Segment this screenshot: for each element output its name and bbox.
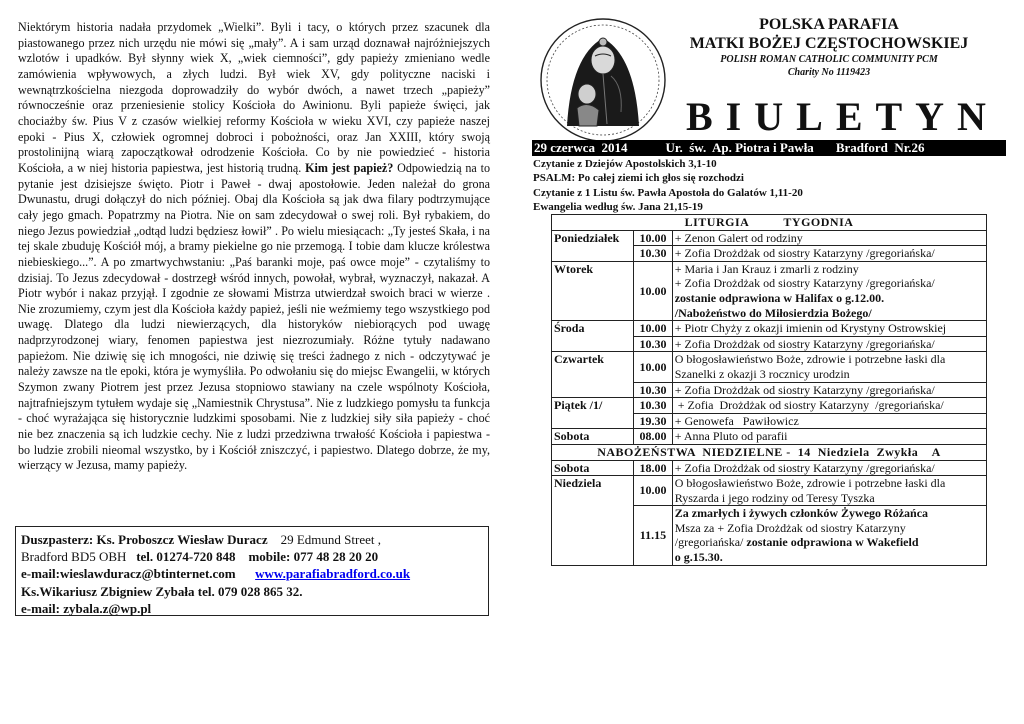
- parish-website-link[interactable]: www.parafiabradford.co.uk: [255, 566, 411, 582]
- readings-list: [533, 157, 1007, 215]
- sunday-services-header: NABOŻEŃSTWA NIEDZIELNE - 14 Niedziela Zwykła A: [552, 444, 987, 460]
- pastor-email[interactable]: e-mail:wieslawduracz@btinternet.com: [21, 566, 236, 582]
- mass-time: 10.00: [634, 261, 673, 320]
- essay-column: [18, 20, 490, 474]
- vicar-line: Ks.Wikariusz Zbigniew Zybała tel. 079 028 865 32.: [21, 583, 303, 599]
- reading-2: Czytanie z 1 Listu św. Pawła Apostoła do Galatów 1,11-20: [533, 186, 803, 199]
- mass-intention: + Piotr Chyży z okazji imienin od Krystyny Ostrowskiej: [672, 321, 986, 337]
- pastor-line-1: Duszpasterz: Ks. Proboszcz Wiesław Duracz 29 Edmund Street ,: [21, 532, 381, 547]
- mass-time: 08.00: [634, 429, 673, 445]
- mass-intention: + Genowefa Pawiłowicz: [672, 413, 986, 429]
- pastor-line-2: Bradford BD5 OBH tel. 01274-720 848 mobile: 077 48 28 20 20: [21, 549, 379, 565]
- feast-name: Ur. św. Ap. Piotra i Pawła: [665, 140, 814, 155]
- mass-time: 10.30: [634, 382, 673, 398]
- mass-intention: + Zofia Drożdżak od siostry Katarzyny /gregoriańska/: [672, 246, 986, 262]
- table-row: [552, 398, 987, 414]
- bulletin-title: BIULETYN: [686, 94, 999, 139]
- issue-number: Bradford Nr.26: [835, 140, 925, 155]
- mass-time: 10.30: [634, 398, 673, 414]
- day-label: Czwartek: [552, 352, 634, 398]
- day-label: Sobota: [552, 460, 634, 476]
- day-label: Poniedziałek: [552, 230, 634, 261]
- mass-intention: Za zmarłych i żywych członków Żywego Różańca Msza za + Zofia Drożdżak od siostry Katarzyny /gregoriańska/ zostanie odprawiona w Wakefield o g.15.30.: [672, 506, 986, 565]
- parish-name-line-2: MATKI BOŻEJ CZĘSTOCHOWSKIEJ: [689, 35, 969, 52]
- mass-time: 10.00: [634, 352, 673, 382]
- table-row: [552, 230, 987, 246]
- mass-time: 19.30: [634, 413, 673, 429]
- mass-time: 10.30: [634, 336, 673, 352]
- mass-time: 11.15: [634, 506, 673, 565]
- liturgy-schedule-table: [551, 214, 987, 566]
- day-label: Środa: [552, 321, 634, 352]
- essay-text: [18, 20, 490, 474]
- day-label: Niedziela: [552, 476, 634, 566]
- reading-1: Czytanie z Dziejów Apostolskich 3,1-10: [533, 158, 717, 170]
- mass-intention: + Maria i Jan Krauz i zmarli z rodziny + Zofia Drożdżak od siostry Katarzyny /gregoriańska/ zostanie odprawiona w Halifax o g.12.00. /Nabożeństwo do Miłosierdzia Bożego/: [672, 261, 986, 320]
- mass-intention: + Zofia Drożdżak od siostry Katarzyny /gregoriańska/: [672, 460, 986, 476]
- table-row: [552, 429, 987, 445]
- bulletin-date: 29 czerwca 2014: [534, 140, 628, 155]
- table-row: [552, 352, 987, 382]
- mass-intention: O błogosławieństwo Boże, zdrowie i potrzebne łaski dla Ryszarda i jego rodziny od Teresy Tyszka: [672, 476, 986, 506]
- table-header-row: [552, 444, 987, 460]
- mass-time: 10.00: [634, 476, 673, 506]
- reading-gospel: Ewangelia według św. Jana 21,15-19: [533, 201, 703, 214]
- day-label: Wtorek: [552, 261, 634, 320]
- mass-intention: + Zofia Drożdżak od siostry Katarzyny /gregoriańska/: [672, 336, 986, 352]
- table-row: [552, 321, 987, 337]
- mass-intention: + Anna Pluto od parafii: [672, 429, 986, 445]
- community-name: POLISH ROMAN CATHOLIC COMMUNITY PCM: [720, 54, 938, 65]
- table-header-row: [552, 215, 987, 231]
- mass-intention: + Zofia Drożdżak od siostry Katarzyny /gregoriańska/: [672, 398, 986, 414]
- table-row: [552, 460, 987, 476]
- mass-intention: + Zofia Drożdżak od siostry Katarzyny /gregoriańska/: [672, 382, 986, 398]
- schedule-header: LITURGIA TYGODNIA: [552, 215, 987, 231]
- mass-time: 10.30: [634, 246, 673, 262]
- pastor-contact-box: [15, 526, 489, 616]
- essay-paragraph-2: Odpowiedzią na to pytanie jest dzisiejsze święto. Piotr i Paweł - dwaj apostołowie. Jeden należał do grona Dwunastu, drugi dołączył do nich później. Obaj dla Kościoła są jak dwa filary podtrzymujące cały jego gmach. Popatrzmy na Piotra. Nie on sam zdecydował o swej roli. Był rybakiem, do niego Jezus powiedział „odtąd ludzi będziesz łowił” . Po wielu miesiącach: „Ty jesteś Skała, i na tej skale zbuduję Kościół mój, a bramy piekielne go nie przemogą. I tobie dam klucze królestwa niebieskiego...”. A po zmartwychwstaniu: „Paś baranki moje, paś owce moje” - czytaliśmy to dzisiaj. To Jezus zdecydował - dostrzegł wśród innych, powołał, wybrał, wyznaczył, nakazał. A Piotr wybór i nakaz przyjął. I zgodnie ze słowami Mistrza utwierdzał swoich braci w wierze . Nie zrozumiemy, czym jest dla Kościoła każdy papież, jeśli nie weźmiemy tego wszystkiego pod uwagę. Dlatego dla ludzi niewierzących, dla historyków niebiorących pod uwagę nadprzyrodzonej wiary, fenomen papiestwa jest niezrozumiały. Różne tytuły nadawano papieżom. Nie dziwię się ich mnogości, nie dziwię się treści żadnego z nich - odczytywać je należy zawsze na tle epoki, która je wymyśliła. Po odwołaniu się do miejsc Ewangelii, w których Szymon zwany Piotrem jest przez Jezusa stopniowo stawiany na czele wspólnoty Kościoła, najtrafniejszym tytułem wydaje się „Namiestnik Chrystusa”. Nie z ludzkiego pomysłu ta funkcja - choć wyrażająca się historycznie ludzkimi sposobami. Nie z ludzkiej siły siła papieży - choć nie bez znaczenia są ich ludzkie cechy. Nie z ludzi przedziwna trwałość Kościoła i papiestwa - bo ludzie zrobili nieomal wszystko, by i Kościół zniszczyć, i papiestwo. Dlatego dobrze, że my, wierzący w Jezusa, mamy papieży.: [18, 160, 490, 473]
- charity-number: Charity No 1119423: [787, 67, 871, 78]
- reading-psalm: PSALM: Po całej ziemi ich głos się rozchodzi: [533, 172, 744, 185]
- day-label: Sobota: [552, 429, 634, 445]
- mass-intention: O błogosławieństwo Boże, zdrowie i potrzebne łaski dla Szanelki z okazji 3 rocznicy urodzin: [672, 352, 986, 382]
- vicar-email[interactable]: e-mail: zybala.z@wp.pl: [21, 600, 152, 616]
- parish-header: [664, 15, 994, 79]
- table-row: [552, 476, 987, 506]
- mass-time: 18.00: [634, 460, 673, 476]
- essay-question: Kim jest papież?: [305, 160, 394, 175]
- madonna-icon: [537, 16, 669, 144]
- mass-time: 10.00: [634, 321, 673, 337]
- pastor-line-3: [21, 565, 483, 582]
- date-bar: [532, 140, 1006, 156]
- mass-time: 10.00: [634, 230, 673, 246]
- mass-intention: + Zenon Galert od rodziny: [672, 230, 986, 246]
- table-row: [552, 261, 987, 320]
- parish-name-line-1: POLSKA PARAFIA: [759, 16, 899, 33]
- day-label: Piątek /1/: [552, 398, 634, 429]
- essay-paragraph-1: Niektórym historia nadała przydomek „Wielki”. Byli i tacy, o których przez szacunek dla piastowanego przez nich urzędu nie mówi się „mały”. A i sam urząd doznawał najróżniejszych wzlotów i upadków. Był słynny wiek X, „wiek ciemności”, gdy papieży zmieniano wedle zamówienia wpływowych, a złych ludzi. Był wiek XV, gdy polityczne naciski i wewnątrzkościelna niezgoda doprowadziły do wybór dwóch, a nawet trzech „papieży” równocześnie oraz przeniesienie stolicy Kościoła do Awinionu. Byli papieże święci, jak chociażby św. Pius V z czasów wielkiej reformy Kościoła w wieku XVI, czy papieże naszej epoki - Pius X, człowiek ogromnej dobroci i pobożności, oraz Jan XXIII, który swoją prostolinijną wiarą zapoczątkował odrodzenie Kościoła. Co by nie powiedzieć - historia Kościoła, a w niej historia papiestwa, jest historią trudną.: [18, 20, 490, 175]
